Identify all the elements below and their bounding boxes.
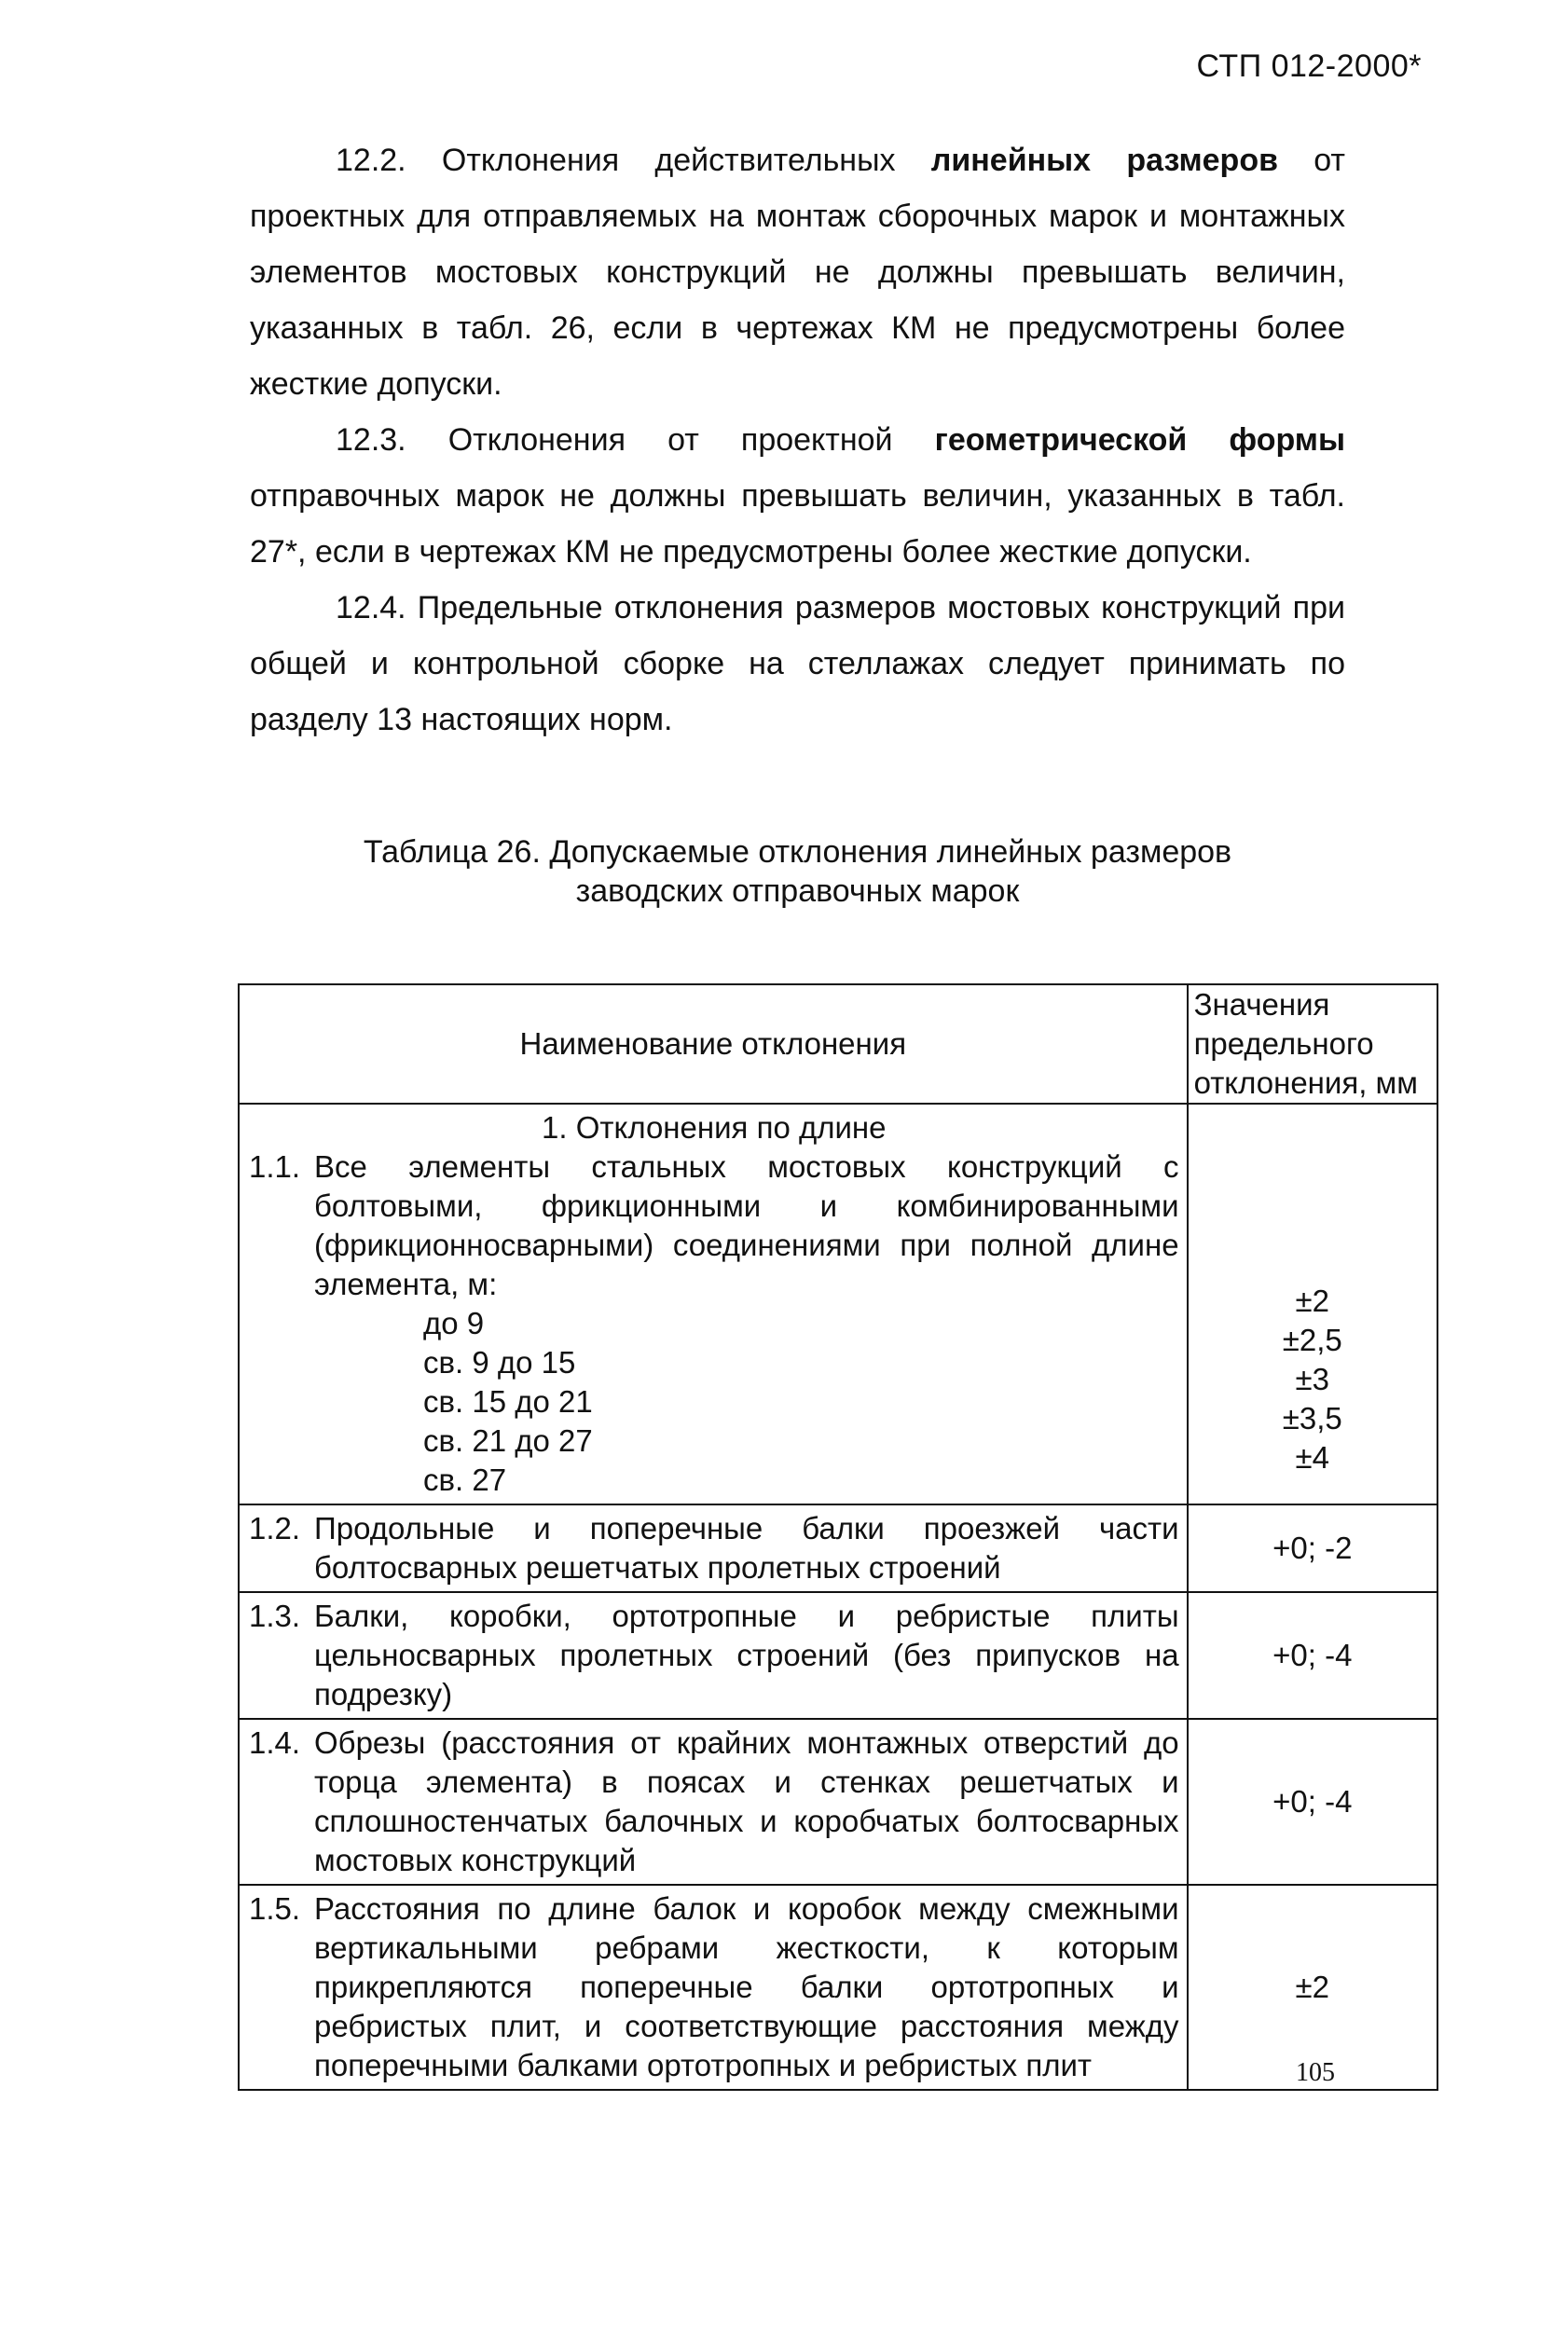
table-row [239,1104,1437,1504]
page-number: 105 [1296,2058,1335,2087]
emphasis-text: геометрической формы [934,422,1345,458]
value-stack [1189,1131,1437,1477]
emphasis-text: линейных размеров [930,143,1278,178]
table-row [239,1885,1437,2090]
sub-item-label: св. 9 до 15 [423,1345,576,1380]
list-item [249,1889,1179,2085]
body-text [250,132,1345,748]
table-cell-name [239,1885,1188,2090]
table-row [239,1504,1437,1592]
sub-item-value: ±2 [1295,1284,1330,1318]
sub-item-label: св. 15 до 21 [423,1384,593,1419]
item-text: Обрезы (расстояния от крайних монтажных отверстий до торца элемента) в поясах и стенках решетчатых и сплошностенчатых балочных и коробчатых болтосварных мостовых конструкций [314,1725,1179,1877]
list-item [249,1597,1179,1714]
item-number: 1.4. [249,1725,301,1760]
table-cell-value: +0; -4 [1188,1592,1437,1719]
table-cell-name [239,1719,1188,1885]
table-header-row [239,984,1437,1104]
item-number: 1.5. [249,1891,301,1926]
table-cell-value [1188,1104,1437,1504]
item-text: Балки, коробки, ортотропные и ребристые плиты цельносварных пролетных строений (без припусков на подрезку) [314,1599,1179,1711]
document-code: СТП 012-2000* [1196,48,1422,84]
sub-item-value: ±4 [1295,1440,1330,1475]
table-caption-line: заводских отправочных марок [575,873,1020,909]
column-header-name: Наименование отклонения [239,984,1188,1104]
paragraph-text: 12.3. Отклонения от проектной [336,422,935,458]
list-item [249,1724,1179,1880]
sub-item-label: св. 21 до 27 [423,1423,593,1458]
item-text: Продольные и поперечные балки проезжей части болтосварных решетчатых пролетных строений [314,1511,1179,1585]
sub-item-label: св. 27 [423,1463,507,1497]
list-item [249,1509,1179,1587]
table-row [239,1719,1437,1885]
sub-item-value: ±2,5 [1282,1323,1342,1357]
table-row [239,1592,1437,1719]
table-cell-name [239,1592,1188,1719]
table-caption-line: Таблица 26. Допускаемые отклонения линейных размеров [363,834,1232,870]
table-cell-value: ±2 [1188,1885,1437,2090]
sub-item-label: до 9 [423,1306,485,1340]
item-number: 1.3. [249,1599,301,1633]
section-title: 1. Отклонения по длине [542,1110,887,1145]
paragraph-12-4: 12.4. Предельные отклонения размеров мостовых конструкций при общей и контрольной сборке на стеллажах следует принимать по разделу 13 настоящих норм. [250,590,1345,737]
item-number: 1.1. [249,1149,301,1184]
paragraph-12-3 [250,412,1345,580]
sub-item-value: ±3 [1295,1362,1330,1396]
sub-item-value: ±3,5 [1282,1401,1342,1435]
item-text: Все элементы стальных мостовых конструкций с болтовыми, фрикционными и комбинированными (фрикционносварными) соединениями при полной длине элемента, м: [314,1149,1179,1301]
paragraph-12-2 [250,132,1345,412]
table-cell-value: +0; -4 [1188,1719,1437,1885]
item-number: 1.2. [249,1511,301,1545]
item-text: Расстояния по длине балок и коробок между смежными вертикальными ребрами жесткости, к которым прикрепляются поперечные балки ортотропных и ребристых плит, и соответствующие расстояния между поперечными балками ортотропных и ребристых плит [314,1891,1179,2082]
table-cell-name [239,1504,1188,1592]
paragraph-text: 12.2. Отклонения действительных [336,143,931,178]
table-caption [250,832,1345,911]
paragraph-text: от проектных для отправляемых на монтаж сборочных марок и монтажных элементов мостовых конструкций не должны превышать величин, указанных в табл. 26, если в чертежах КМ не предусмотрены более жесткие допуски. [250,143,1345,402]
column-header-value: Значения предельного отклонения, мм [1188,984,1437,1104]
deviation-table [238,983,1438,2091]
table-cell-name [239,1104,1188,1504]
list-item [249,1147,1179,1304]
table-cell-value: +0; -2 [1188,1504,1437,1592]
paragraph-text: отправочных марок не должны превышать величин, указанных в табл. 27*, если в чертежах КМ не предусмотрены более жесткие допуски. [250,478,1345,570]
